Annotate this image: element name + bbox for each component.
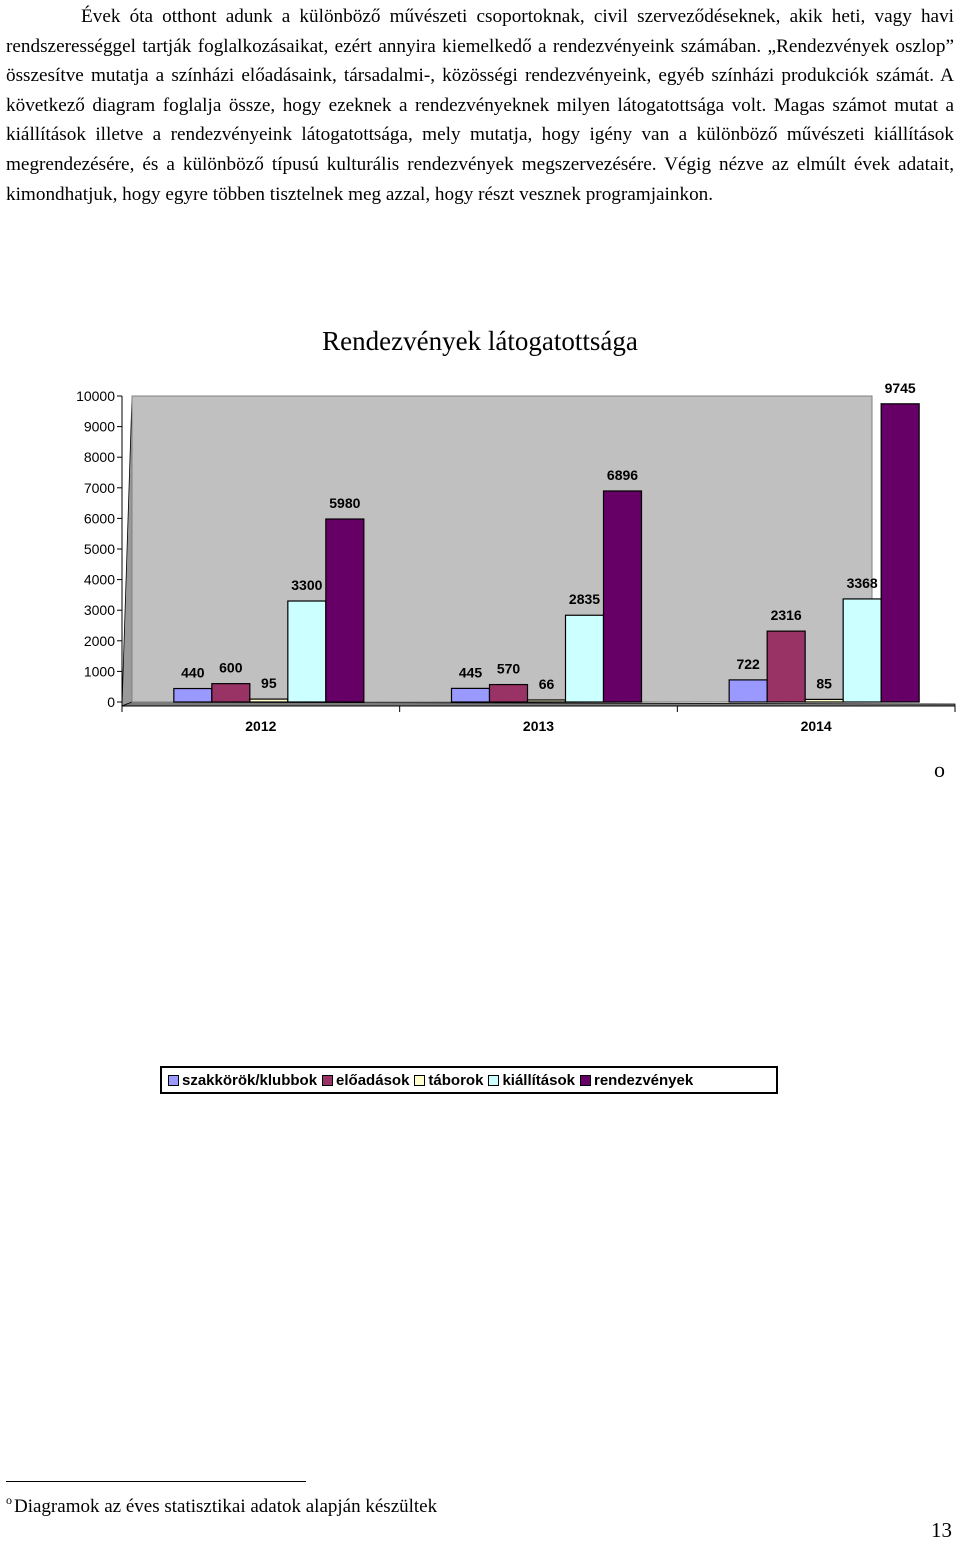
bar <box>805 699 843 702</box>
legend-item <box>414 1072 483 1089</box>
y-tick-label: 8000 <box>83 449 115 466</box>
plot-back-wall <box>132 396 872 702</box>
bar <box>566 615 604 702</box>
legend-swatch <box>322 1075 333 1086</box>
attendance-chart <box>0 310 960 1089</box>
legend-swatch <box>488 1075 499 1086</box>
chart-legend <box>160 1066 778 1094</box>
legend-label: táborok <box>428 1071 484 1089</box>
y-tick-label: 7000 <box>83 479 115 496</box>
bar <box>452 688 490 702</box>
data-label: 2835 <box>568 591 601 608</box>
data-label: 570 <box>496 660 521 677</box>
footnote-text: Diagramok az éves statisztikai adatok alapján készültek <box>14 1496 438 1517</box>
bar <box>212 684 250 702</box>
bar <box>881 404 919 702</box>
legend-item <box>322 1072 409 1089</box>
bar <box>250 699 288 702</box>
bar <box>174 689 212 702</box>
body-paragraph: Évek óta otthont adunk a különböző művészeti csoportoknak, civil szerveződéseknek, akik heti, vagy havi rendszerességgel tartják foglalkozásaikat, ezért annyira kiemelkedő a rendezvényeink számában. „Rendezvények oszlop” összesítve mutatja a színházi előadásaink, társadalmi-, közösségi rendezvényeink, egyéb színházi produkciók számát. A következő diagram foglalja össze, hogy ezeknek a rendezvényeknek milyen látogatottsága volt. Magas számot mutat a kiállítások illetve a rendezvényeink látogatottsága, mely mutatja, hogy igény van a különböző művészeti kiállítások megrendezésére, és a különböző típusú kulturális rendezvények megszervezésére. Végig nézve az elmúlt évek adatait, kimondhatjuk, hogy egyre többen tisztelnek meg azzal, hogy részt vesznek programjainkon. <box>6 6 954 205</box>
legend-item <box>580 1072 693 1089</box>
y-tick-label: 6000 <box>83 510 115 527</box>
legend-label: rendezvények <box>593 1071 694 1089</box>
y-tick-label: 9000 <box>83 418 115 435</box>
y-tick-label: 5000 <box>83 541 115 557</box>
data-label: 2316 <box>770 607 802 624</box>
bar <box>528 700 566 702</box>
data-label: 600 <box>219 659 243 676</box>
data-label: 3368 <box>846 574 878 591</box>
bar <box>729 680 767 702</box>
legend-item <box>168 1072 317 1089</box>
legend-label: előadások <box>336 1071 410 1089</box>
data-label: 95 <box>261 675 277 692</box>
legend-item <box>488 1072 575 1089</box>
footnote <box>6 1493 437 1518</box>
bar <box>326 519 364 702</box>
x-tick-label: 2013 <box>522 718 555 734</box>
data-label: 6896 <box>606 466 639 483</box>
degree-mark: o <box>934 757 945 782</box>
x-tick-label: 2012 <box>245 718 277 734</box>
data-label: 66 <box>538 675 555 692</box>
data-label: 722 <box>736 655 760 672</box>
y-tick-label: 4000 <box>83 571 115 588</box>
legend-label: szakkörök/klubbok <box>182 1071 318 1089</box>
footnote-separator <box>6 1481 306 1482</box>
data-label: 85 <box>816 675 832 692</box>
legend-label: kiállítások <box>502 1071 575 1089</box>
data-label: 5980 <box>329 495 361 512</box>
plot-side-wall <box>122 396 132 706</box>
legend-swatch <box>414 1075 425 1086</box>
y-tick-label: 0 <box>107 694 115 710</box>
bar <box>604 491 642 702</box>
data-label: 3300 <box>291 577 323 594</box>
chart-canvas <box>0 310 960 750</box>
y-tick-label: 1000 <box>83 663 115 680</box>
legend-swatch <box>580 1075 591 1086</box>
y-tick-label: 3000 <box>83 602 115 619</box>
data-label: 9745 <box>884 379 916 396</box>
bar <box>767 631 805 702</box>
footnote-marker: o <box>6 1493 12 1507</box>
x-tick-label: 2014 <box>800 718 832 734</box>
bar <box>288 601 326 702</box>
chart-title: Rendezvények látogatottsága <box>322 326 638 356</box>
legend-swatch <box>168 1075 179 1086</box>
bar <box>843 599 881 702</box>
data-label: 440 <box>181 664 205 681</box>
y-tick-label: 10000 <box>76 388 115 404</box>
bar <box>490 685 528 702</box>
y-tick-label: 2000 <box>83 632 115 649</box>
data-label: 445 <box>458 664 483 681</box>
page-number: 13 <box>931 1518 952 1542</box>
